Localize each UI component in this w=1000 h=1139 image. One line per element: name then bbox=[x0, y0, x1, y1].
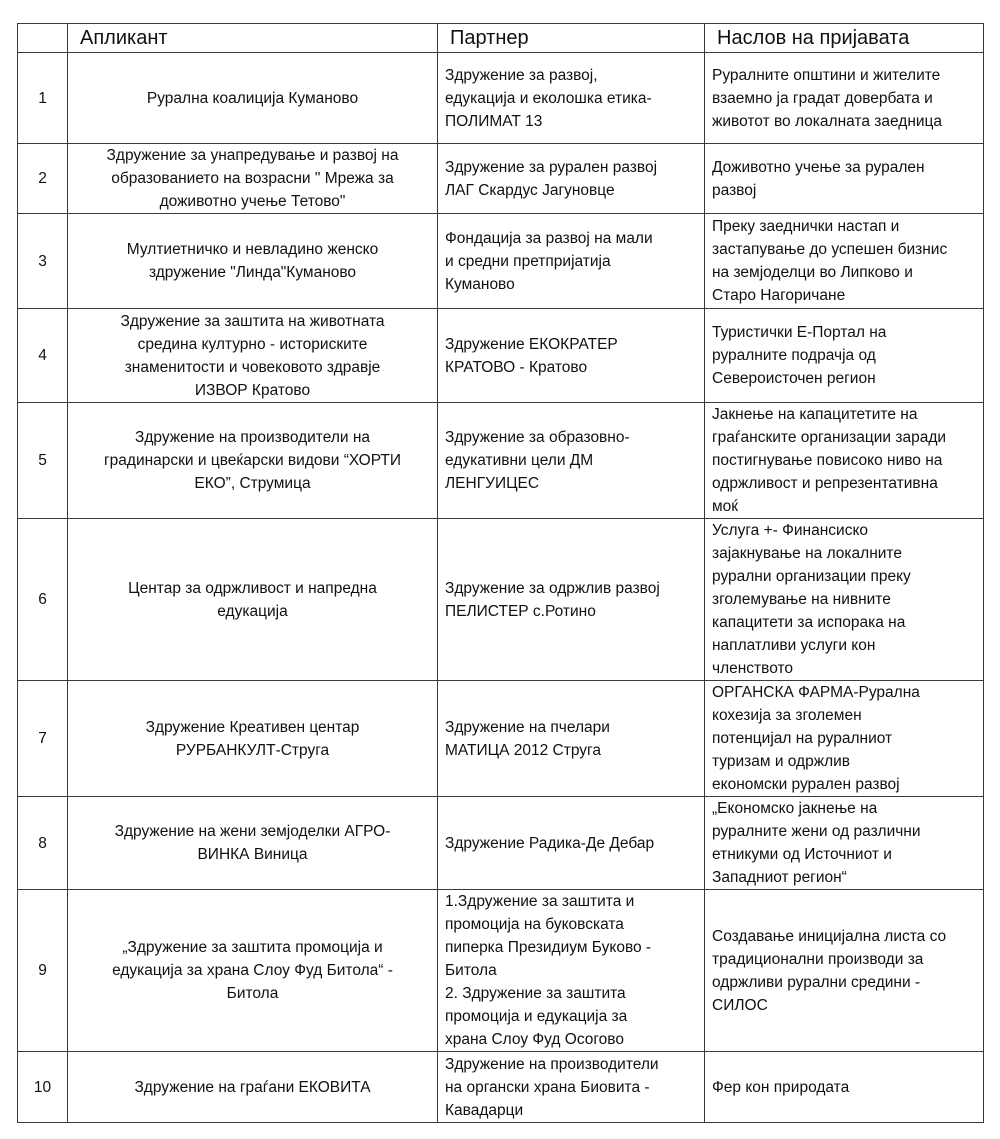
row-applicant: „Здружение за заштита промоција и едукација за храна Слоу Фуд Битола“ - Битола bbox=[68, 890, 438, 1052]
row-number: 1 bbox=[18, 53, 68, 144]
table-row bbox=[18, 403, 984, 519]
header-title: Наслов на пријавата bbox=[705, 24, 984, 53]
row-title: „Економско јакнење на руралните жени од различни етникуми од Источниот и Западниот регион“ bbox=[705, 797, 984, 890]
header-number bbox=[18, 24, 68, 53]
header-partner: Партнер bbox=[438, 24, 705, 53]
row-title: ОРГАНСКА ФАРМА-Рурална кохезија за зголемен потенцијал на руралниот туризам и одржлив економски рурален развој bbox=[705, 681, 984, 797]
table-row bbox=[18, 681, 984, 797]
table-header-row bbox=[18, 24, 984, 53]
row-partner: 1.Здружение за заштита и промоција на буковската пиперка Президиум Буково - Битола 2. Здружение за заштита промоција и едукација за храна Слоу Фуд Осогово bbox=[438, 890, 705, 1052]
row-partner: Фондација за развој на мали и средни претпријатија Куманово bbox=[438, 214, 705, 309]
row-number: 10 bbox=[18, 1052, 68, 1123]
row-applicant: Здружение Креативен центар РУРБАНКУЛТ-Струга bbox=[68, 681, 438, 797]
row-title: Доживотно учење за рурален развој bbox=[705, 144, 984, 214]
table-row bbox=[18, 214, 984, 309]
row-applicant: Центар за одржливост и напредна едукација bbox=[68, 519, 438, 681]
row-partner: Здружение за рурален развој ЛАГ Скардус Јагуновце bbox=[438, 144, 705, 214]
row-title: Руралните општини и жителите взаемно ја градат довербата и животот во локалната заедница bbox=[705, 53, 984, 144]
row-number: 3 bbox=[18, 214, 68, 309]
row-number: 2 bbox=[18, 144, 68, 214]
row-applicant: Здружение на граѓани ЕКОВИТА bbox=[68, 1052, 438, 1123]
row-title: Услуга +- Финансиско зајакнување на локалните рурални организации преку зголемување на нивните капацитети за испорака на наплатливи услуги кон членството bbox=[705, 519, 984, 681]
row-applicant: Здружение за заштита на животната средина културно - историските знаменитости и човековото здравје ИЗВОР Кратово bbox=[68, 309, 438, 403]
row-title: Преку заеднички настап и застапување до успешен бизнис на земјоделци во Липково и Старо Нагоричане bbox=[705, 214, 984, 309]
row-partner: Здружение за одржлив развој ПЕЛИСТЕР с.Ротино bbox=[438, 519, 705, 681]
row-title: Создавање иницијална листа со традиционални производи за одржливи рурални средини - СИЛОС bbox=[705, 890, 984, 1052]
row-applicant: Здружение на производители на градинарски и цвеќарски видови “ХОРТИ ЕКО”, Струмица bbox=[68, 403, 438, 519]
row-title: Туристички Е-Портал на руралните подрачја од Североисточен регион bbox=[705, 309, 984, 403]
row-number: 7 bbox=[18, 681, 68, 797]
row-number: 9 bbox=[18, 890, 68, 1052]
row-number: 4 bbox=[18, 309, 68, 403]
row-partner: Здружение ЕКОКРАТЕР КРАТОВО - Кратово bbox=[438, 309, 705, 403]
row-partner: Здружение на производители на органски храна Биовита - Кавадарци bbox=[438, 1052, 705, 1123]
row-partner: Здружение за образовно- едукативни цели ДМ ЛЕНГУИЦЕС bbox=[438, 403, 705, 519]
row-partner: Здружение на пчелари МАТИЦА 2012 Струга bbox=[438, 681, 705, 797]
table-row bbox=[18, 53, 984, 144]
table-row bbox=[18, 519, 984, 681]
row-title: Јакнење на капацитетите на граѓанските организации заради постигнување повисоко ниво на одржливост и репрезентативна моќ bbox=[705, 403, 984, 519]
row-applicant: Здружение на жени земјоделки АГРО- ВИНКА Виница bbox=[68, 797, 438, 890]
table-row bbox=[18, 797, 984, 890]
row-number: 8 bbox=[18, 797, 68, 890]
row-applicant: Рурална коалиција Куманово bbox=[68, 53, 438, 144]
row-partner: Здружение за развој, едукација и еколошка етика- ПОЛИМАТ 13 bbox=[438, 53, 705, 144]
table-row bbox=[18, 309, 984, 403]
header-applicant: Апликант bbox=[68, 24, 438, 53]
row-partner: Здружение Радика-Де Дебар bbox=[438, 797, 705, 890]
row-number: 5 bbox=[18, 403, 68, 519]
applications-table bbox=[17, 23, 984, 1123]
row-applicant: Мултиетничко и невладино женско здружение "Линда"Куманово bbox=[68, 214, 438, 309]
table-row bbox=[18, 890, 984, 1052]
row-number: 6 bbox=[18, 519, 68, 681]
table-row bbox=[18, 144, 984, 214]
table-row bbox=[18, 1052, 984, 1123]
row-title: Фер кон природата bbox=[705, 1052, 984, 1123]
row-applicant: Здружение за унапредување и развој на образованието на возрасни " Мрежа за доживотно учење Тетово" bbox=[68, 144, 438, 214]
